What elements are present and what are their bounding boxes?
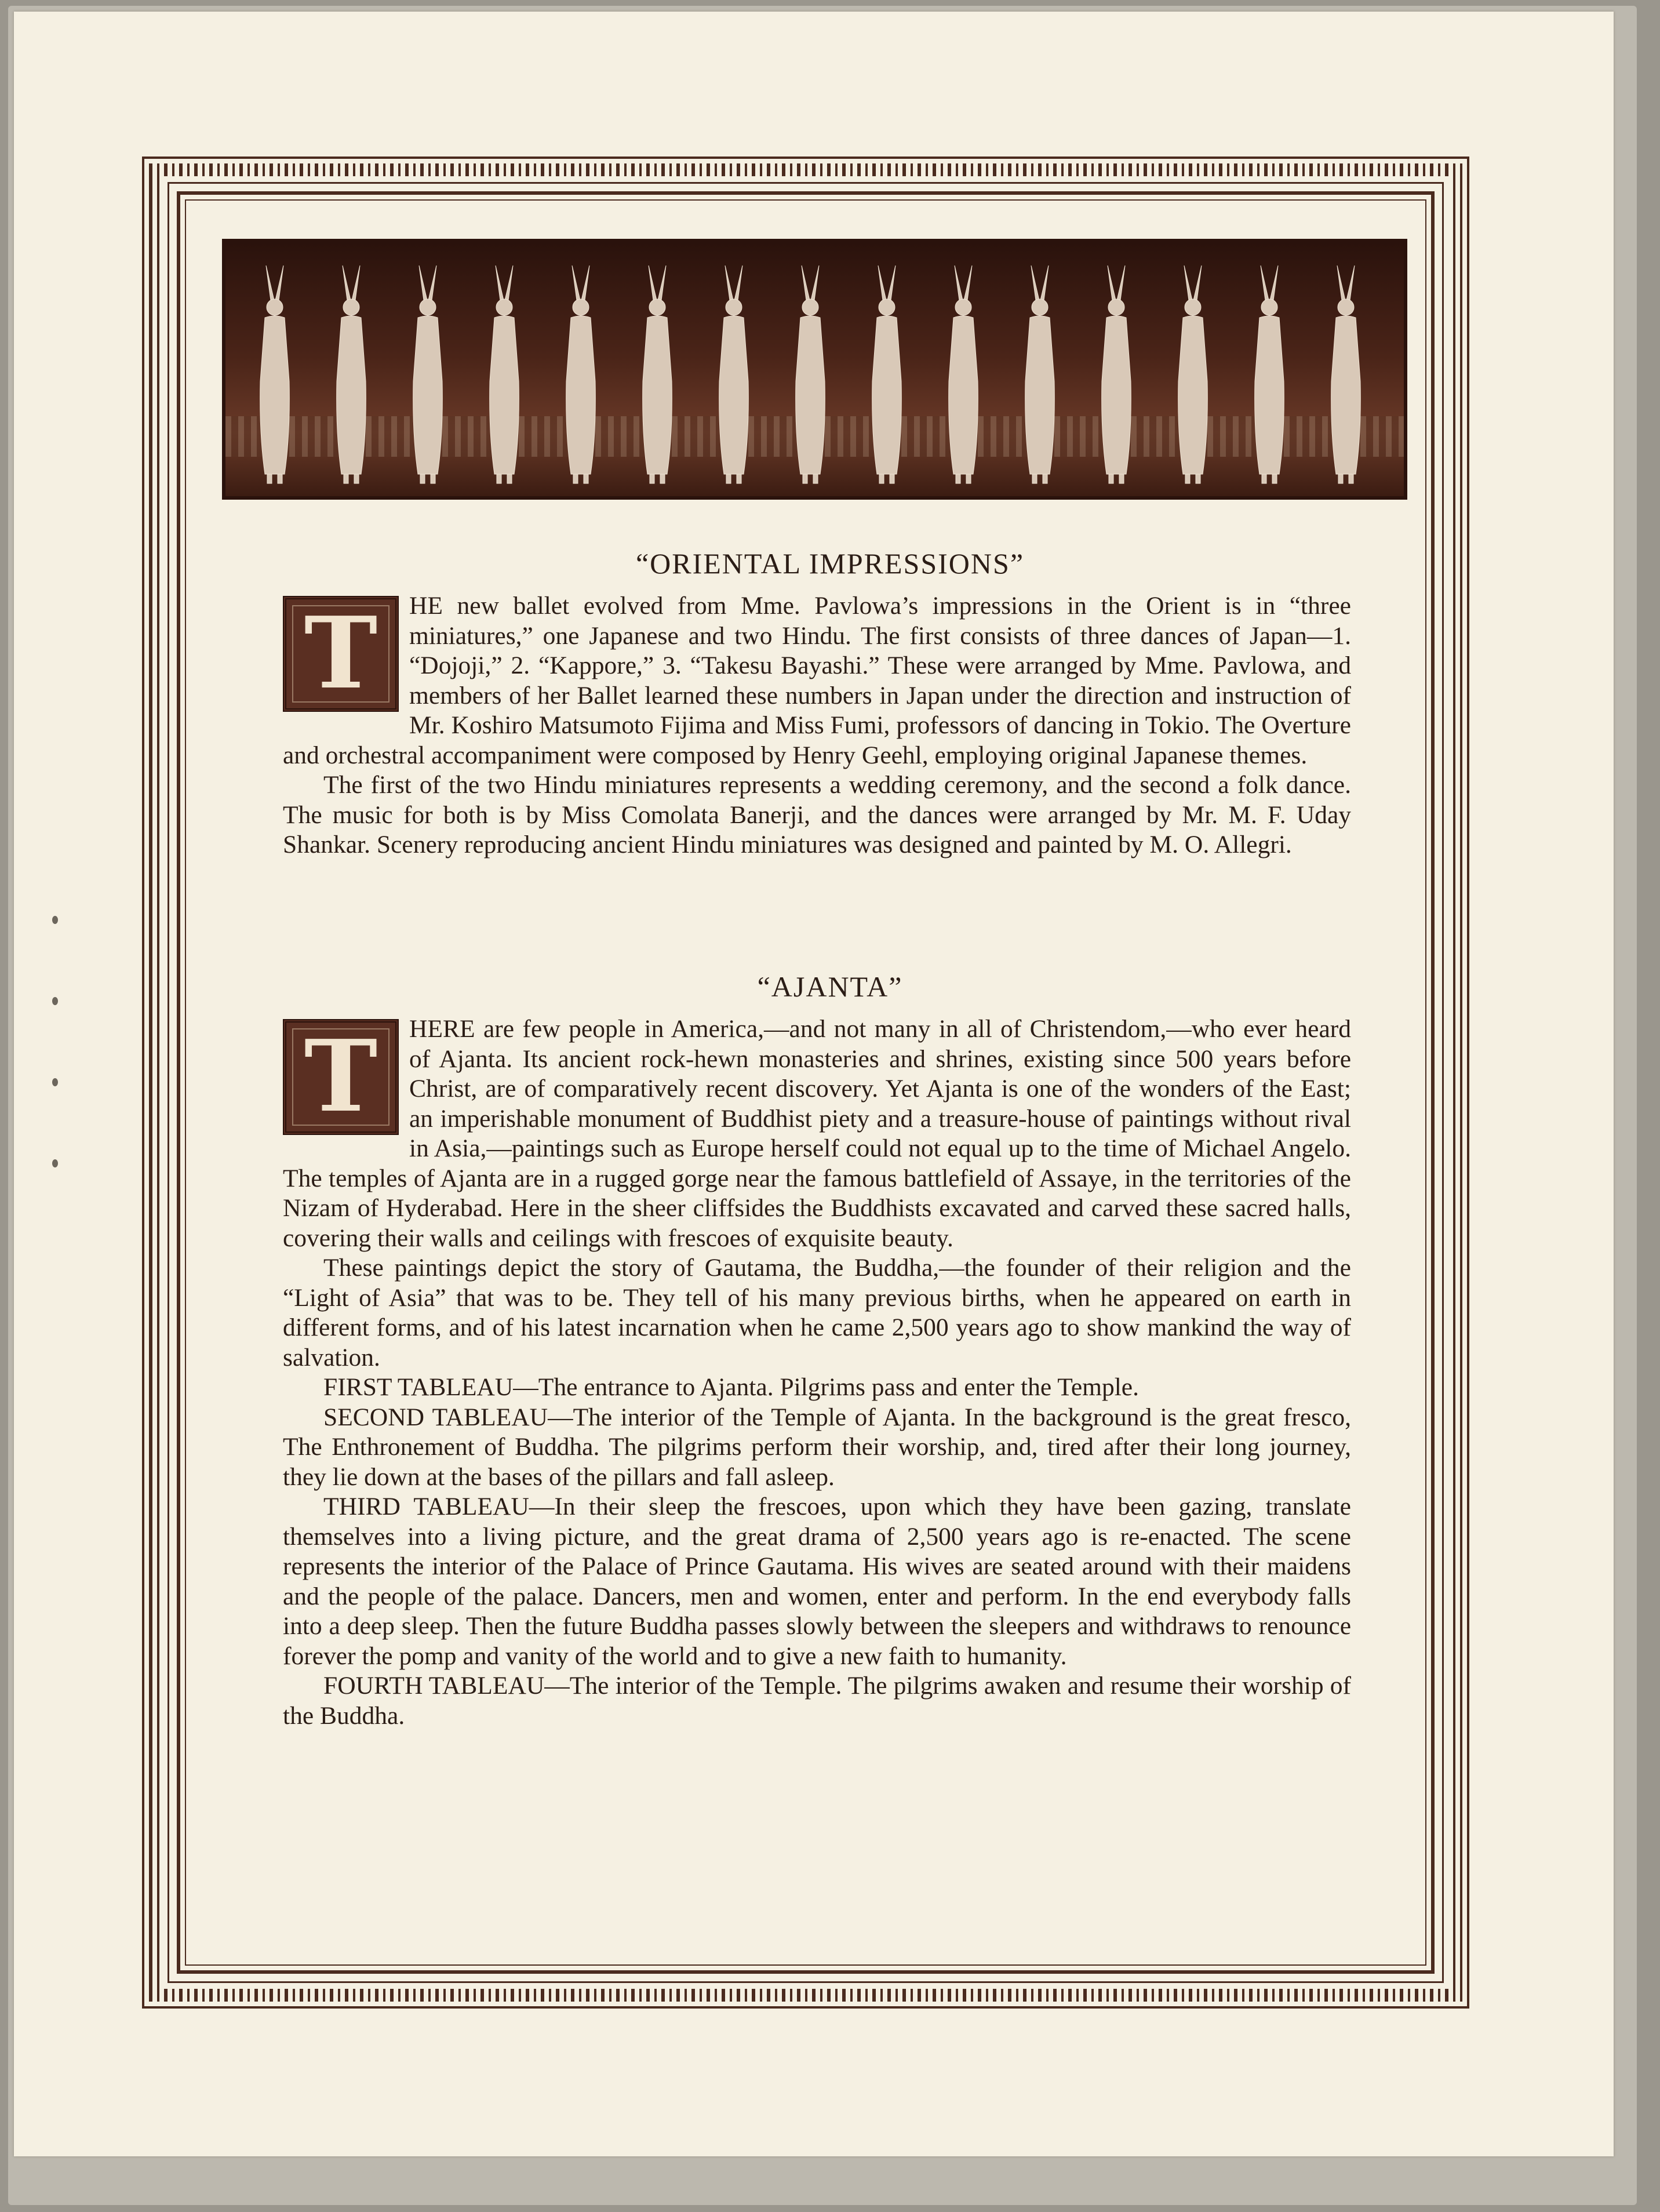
paragraph: The first of the two Hindu miniatures represents a wedding ceremony, and the second a folk dance. The music for both is by Miss Comolata Banerji, and the dances were arranged by Mr. M. F. Uday Shankar. Scenery reproducing ancient Hindu miniatures was designed and painted by M. O. Allegri. <box>283 771 1351 858</box>
tableau-first: FIRST TABLEAU—The entrance to Ajanta. Pilgrims pass and enter the Temple. <box>323 1373 1139 1401</box>
dancers-photo <box>222 239 1407 500</box>
dancer-figure <box>249 265 301 486</box>
section-title-oriental: “ORIENTAL IMPRESSIONS” <box>635 547 1025 580</box>
dancer-figure <box>1090 265 1142 486</box>
dancer-figure <box>937 265 989 486</box>
tableau-second: SECOND TABLEAU—The interior of the Temple of Ajanta. In the background is the great fresco, The Enthronement of Buddha. The pilgrims perform their worship, and, tired after their long journey, they lie down at the bases of the pillars and fall asleep. <box>283 1403 1351 1491</box>
punch-hole <box>52 916 58 924</box>
dancer-figure <box>325 265 377 486</box>
punch-hole <box>52 1078 58 1086</box>
tableau-third: THIRD TABLEAU—In their sleep the frescoes, upon which they have been gazing, translate themselves into a living picture, and the great drama of 2,500 years ago is re-enacted. The scene represents the interior of the Palace of Prince Gautama. His wives are seated around with their maidens and the people of the palace. Dancers, men and women, enter and perform. In the end everybody falls into a deep sleep. Then the future Buddha passes slowly between the sleepers and withdraws to renounce forever the pomp and vanity of the world and to give a new faith to humanity. <box>283 1493 1351 1670</box>
dropcap-ornament <box>283 1019 399 1135</box>
paragraph: HERE are few people in America,—and not many in all of Christendom,—who ever heard of Ajanta. Its ancient rock-hewn monasteries and shrines, existing since 500 years before Christ, are of comparatively recent discovery. Yet Ajanta is one of the wonders of the East; an imperishable monument of Buddhist piety and a treasure-house of paintings without rival in Asia,—paintings such as Europe herself could not equal up to the time of Michael Angelo. The temples of Ajanta are in a rugged gorge near the famous battlefield of Assaye, in the territories of the Nizam of Hyderabad. Here in the sheer cliffsides the Buddhists excavated and carved these sacred halls, covering their walls and ceilings with frescoes of exquisite beauty. <box>283 1015 1351 1252</box>
section-body-ajanta <box>283 1014 1351 1731</box>
dancer-figure <box>861 265 913 486</box>
dancer-figure <box>1014 265 1066 486</box>
dancer-figure <box>402 265 454 486</box>
dancer-figure <box>784 265 836 486</box>
dancer-figure <box>1320 265 1372 486</box>
dancer-figure <box>1243 265 1295 486</box>
dancer-figure <box>1167 265 1219 486</box>
paragraph: HE new ballet evolved from Mme. Pavlowa’s impressions in the Orient is in “three miniatures,” one Japanese and two Hindu. The first consists of three dances of Japan—1. “Dojoji,” 2. “Kappore,” 3. “Takesu Bayashi.” These were arranged by Mme. Pavlowa, and members of her Ballet learned these numbers in Japan under the direction and instruction of Mr. Koshiro Matsumoto Fijima and Miss Fumi, professors of dancing in Tokio. The Overture and orchestral accompaniment were composed by Henry Geehl, employing original Japanese themes. <box>283 592 1351 769</box>
dropcap-letter: T <box>304 1018 378 1135</box>
tableau-fourth: FOURTH TABLEAU—The interior of the Temple. The pilgrims awaken and resume their worship of the Buddha. <box>283 1672 1351 1730</box>
dropcap-letter: T <box>304 595 378 712</box>
section-body-oriental <box>283 591 1351 860</box>
section-title-ajanta: “AJANTA” <box>757 970 903 1003</box>
dancer-figure <box>478 265 530 486</box>
dancer-figure <box>708 265 760 486</box>
dancer-figure <box>555 265 607 486</box>
punch-hole <box>52 1159 58 1167</box>
paragraph: These paintings depict the story of Gautama, the Buddha,—the founder of their religion and the “Light of Asia” that was to be. They tell of his many previous births, when he appeared on earth in different forms, and of his latest incarnation when he came 2,500 years ago to show mankind the way of salvation. <box>283 1254 1351 1371</box>
dropcap-ornament <box>283 596 399 712</box>
dancer-figure <box>631 265 683 486</box>
